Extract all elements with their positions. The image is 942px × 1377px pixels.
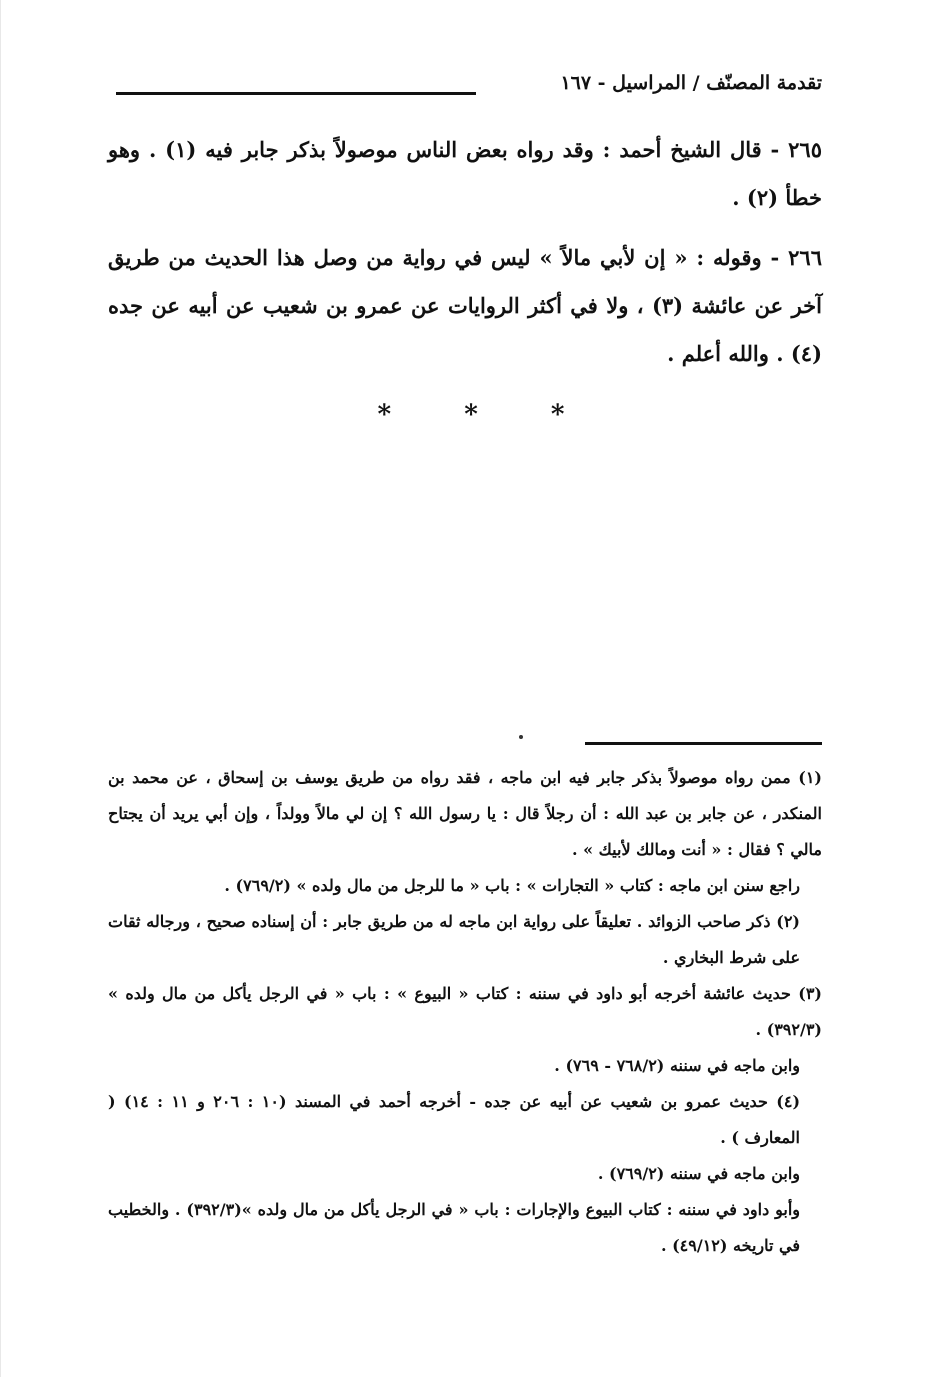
footnote-2: (٢) ذكر صاحب الزوائد . تعليقاً على رواية ابن ماجه له من طريق جابر : أن إسناده صحيح ، ورجاله ثقات على شرط البخاري .	[108, 912, 800, 967]
paragraph-266: ٢٦٦ - وقوله : « إن لأبي مالاً » ليس في رواية من وصل هذا الحديث من طريق آخر عن عائشة (٣) ، ولا في أكثر الروايات عن عمرو بن شعيب عن أبيه عن جده (٤) . والله أعلم .	[108, 245, 822, 366]
section-separator	[0, 400, 942, 430]
footnote-4-reference: وأبو داود في سننه : كتاب البيوع والإجارات : باب « في الرجل يأكل من مال ولده »(٣٩٢/٣) . والخطيب في تاريخه (٤٩/١٢) .	[108, 1200, 801, 1255]
paragraph-265: ٢٦٥ - قال الشيخ أحمد : وقد رواه بعض الناس موصولاً بذكر جابر فيه (١) . وهو خطأ (٢) .	[108, 137, 822, 210]
footnotes	[108, 760, 822, 1264]
footnote-3: (٣) حديث عائشة أخرجه أبو داود في سننه : كتاب « البيوع » : باب « في الرجل يأكل من مال ولده » (٣٩٢/٣) .	[108, 984, 822, 1039]
footnote-4: (٤) حديث عمرو بن شعيب عن أبيه عن جده - أخرجه أحمد في المسند (١٠ : ٢٠٦ و ١١ : ١٤) ( المعارف ) .	[108, 1092, 801, 1147]
scan-edge-line	[0, 0, 1, 1377]
separator-star: *	[464, 400, 478, 430]
scan-speck	[519, 735, 523, 739]
main-text	[108, 126, 822, 390]
running-header	[116, 72, 822, 100]
footnote-4-reference: وابن ماجه في سننه (٧٦٩/٢) .	[597, 1164, 800, 1183]
footnote-rule	[585, 742, 822, 745]
running-header-title: تقدمة المصنّف / المراسيل - ١٦٧	[560, 72, 822, 94]
footnote-1-reference: راجع سنن ابن ماجه : كتاب « التجارات » : باب « ما للرجل من مال ولده » (٧٦٩/٢) .	[224, 876, 800, 895]
footnote-1: (١) ممن رواه موصولاً بذكر جابر فيه ابن ماجه ، فقد رواه من طريق يوسف بن إسحاق ، عن محمد بن المنكدر ، عن جابر بن عبد الله : أن رجلاً قال : يا رسول الله ؟ إن لي مالاً وولداً ، وإن أبي يريد أن يجتاح مالي ؟ فقال : « أنت ومالك لأبيك » .	[108, 768, 823, 859]
header-rule	[116, 92, 476, 95]
separator-star: *	[377, 400, 392, 430]
footnote-3-reference: وابن ماجه في سننه (٧٦٨/٢ - ٧٦٩) .	[554, 1056, 800, 1075]
separator-star: *	[550, 400, 565, 430]
